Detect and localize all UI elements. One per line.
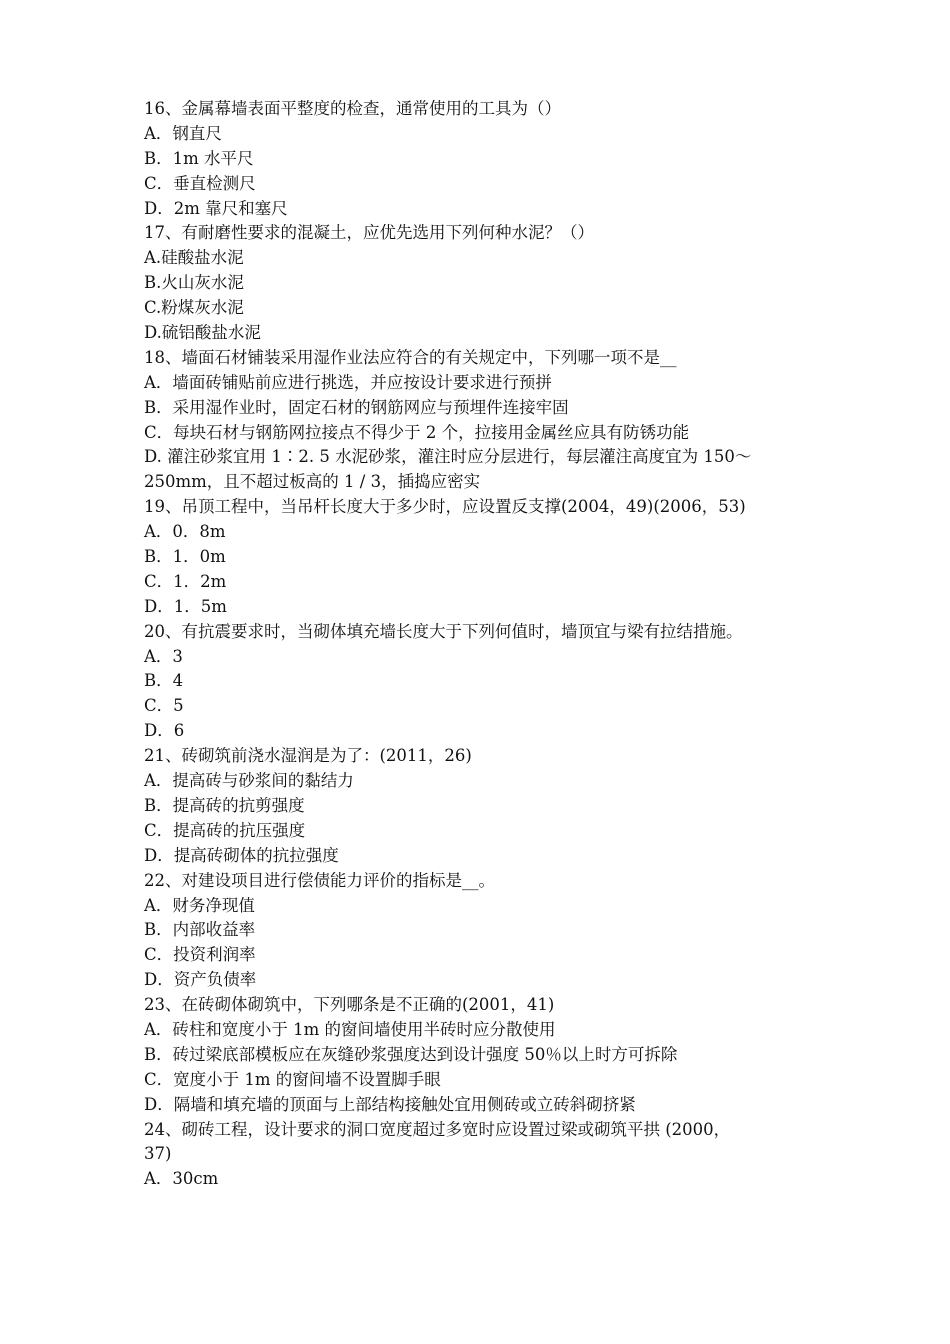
question-23-text: 23、在砖砌体砌筑中，下列哪条是不正确的(2001，41) [144, 995, 555, 1015]
question-21-option-b: B．提高砖的抗剪强度 [144, 795, 305, 815]
question-22-option-c: C．投资利润率 [144, 945, 256, 965]
question-21-option-a: A．提高砖与砂浆间的黏结力 [144, 771, 354, 791]
question-19-option-a: A．0．8m [144, 522, 226, 542]
question-18-option-a: A．墙面砖铺贴前应进行挑选，并应按设计要求进行预拼 [144, 372, 552, 392]
question-16-option-d: D．2m 靠尺和塞尺 [144, 198, 288, 218]
question-23-option-d: D．隔墙和填充墙的顶面与上部结构接触处宜用侧砖或立砖斜砌挤紧 [144, 1094, 636, 1114]
question-16-text: 16、金属幕墙表面平整度的检查，通常使用的工具为（） [144, 99, 561, 118]
question-16-option-c: C．垂直检测尺 [144, 173, 256, 193]
question-17-option-d: D.硫铝酸盐水泥 [144, 323, 261, 343]
question-23-option-b: B．砖过梁底部模板应在灰缝砂浆强度达到设计强度 50％以上时方可拆除 [144, 1044, 678, 1064]
question-18-option-b: B．采用湿作业时，固定石材的钢筋网应与预埋件连接牢固 [144, 397, 569, 417]
question-24-text: 24、砌砖工程，设计要求的洞口宽度超过多宽时应设置过梁或砌筑平拱 (2000， [144, 1119, 731, 1139]
question-20-option-b: B．4 [144, 671, 184, 691]
document-page [144, 97, 816, 1192]
question-21-text: 21、砖砌筑前浇水湿润是为了：(2011，26) [144, 746, 472, 766]
question-19-option-b: B．1．0m [144, 547, 226, 567]
question-17-option-b: B.火山灰水泥 [144, 273, 244, 293]
question-21-option-d: D．提高砖砌体的抗拉强度 [144, 845, 339, 865]
question-17-option-a: A.硅酸盐水泥 [144, 248, 244, 268]
question-20-option-c: C．5 [144, 696, 184, 716]
question-21-option-c: C．提高砖的抗压强度 [144, 820, 306, 840]
question-17-option-c: C.粉煤灰水泥 [144, 298, 244, 318]
question-22-text: 22、对建设项目进行偿债能力评价的指标是__。 [144, 870, 495, 890]
question-20-option-a: A．3 [144, 646, 183, 666]
question-16-option-a: A．钢直尺 [144, 123, 222, 143]
question-19-option-c: C．1．2m [144, 571, 227, 591]
question-16-option-b: B．1m 水平尺 [144, 148, 254, 168]
question-22-option-a: A．财务净现值 [144, 895, 255, 915]
question-20-text: 20、有抗震要求时，当砌体填充墙长度大于下列何值时，墙顶宜与梁有拉结措施。 [144, 621, 743, 641]
question-19-text: 19、吊顶工程中，当吊杆长度大于多少时，应设置反支撑(2004，49)(2006，53) [144, 497, 746, 517]
question-19-option-d: D．1．5m [144, 596, 227, 616]
question-20-option-d: D．6 [144, 721, 185, 741]
question-18-text: 18、墙面石材铺装采用湿作业法应符合的有关规定中，下列哪一项不是__ [144, 347, 677, 367]
question-17-text: 17、有耐磨性要求的混凝土，应优先选用下列何种水泥？（） [144, 223, 594, 243]
question-22-option-b: B．内部收益率 [144, 920, 256, 940]
question-24-option-a: A．30cm [144, 1169, 219, 1189]
question-23-option-c: C．宽度小于 1m 的窗间墙不设置脚手眼 [144, 1069, 441, 1089]
question-18-option-d: D. 灌注砂浆宜用 1∶2. 5 水泥砂浆，灌注时应分层进行，每层灌注高度宜为 150～ [144, 447, 752, 467]
question-18-option-c: C．每块石材与钢筋网拉接点不得少于 2 个，拉接用金属丝应具有防锈功能 [144, 422, 690, 442]
question-23-option-a: A．砖柱和宽度小于 1m 的窗间墙使用半砖时应分散使用 [144, 1019, 556, 1039]
question-18-option-d-continued: 250mm，且不超过板高的 1 / 3，插捣应密实 [144, 472, 481, 492]
question-24-text-continued: 37) [144, 1144, 172, 1164]
question-22-option-d: D．资产负债率 [144, 970, 257, 990]
